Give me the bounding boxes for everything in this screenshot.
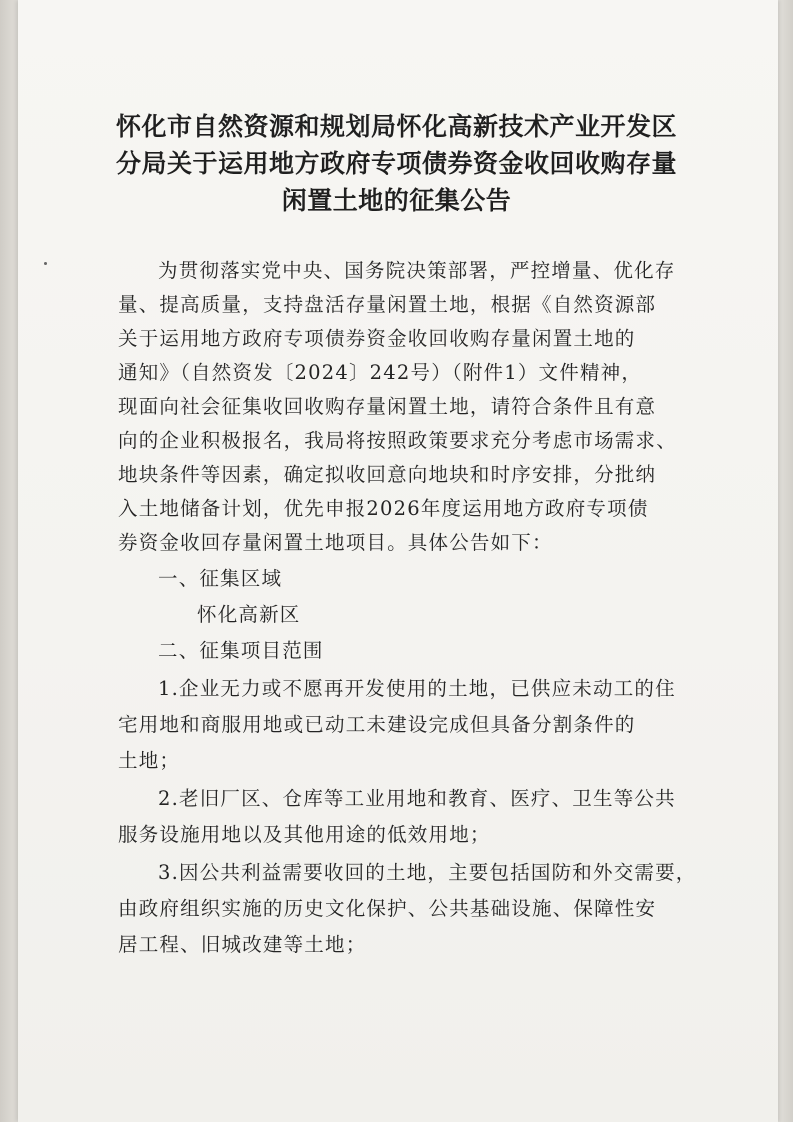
body-line-4: 通知》（自然资发〔2024〕242号）（附件1）文件精神， [118, 361, 643, 384]
section-heading-1: 一、征集区域 [158, 567, 283, 590]
body-line-8: 入土地储备计划，优先申报2026年度运用地方政府专项债 [118, 497, 649, 520]
item-2-line-1: 2.老旧厂区、仓库等工业用地和教育、医疗、卫生等公共 [158, 787, 676, 810]
body-line-7: 地块条件等因素，确定拟收回意向地块和时序安排，分批纳 [118, 463, 657, 486]
item-3-line-2: 由政府组织实施的历史文化保护、公共基础设施、保障性安 [118, 897, 657, 920]
document-title-line-1: 怀化市自然资源和规划局怀化高新技术产业开发区 [115, 112, 677, 141]
body-line-1: 为贯彻落实党中央、国务院决策部署，严控增量、优化存 [158, 259, 676, 282]
item-2-line-2: 服务设施用地以及其他用途的低效用地； [118, 823, 491, 846]
item-1-line-2: 宅用地和商服用地或已动工未建设完成但具备分割条件的 [118, 713, 636, 736]
body-line-5: 现面向社会征集收回收购存量闲置土地，请符合条件且有意 [118, 395, 657, 418]
collection-area: 怀化高新区 [197, 603, 301, 626]
item-1-line-3: 土地； [118, 749, 181, 772]
body-line-9: 券资金收回存量闲置土地项目。具体公告如下： [118, 531, 553, 554]
item-3-line-1: 3.因公共利益需要收回的土地，主要包括国防和外交需要， [158, 861, 697, 884]
scan-speck [44, 262, 47, 265]
body-line-3: 关于运用地方政府专项债券资金收回收购存量闲置土地的 [118, 327, 636, 350]
document-title-line-3: 闲置土地的征集公告 [281, 186, 512, 215]
section-heading-2: 二、征集项目范围 [158, 639, 324, 662]
item-1-line-1: 1.企业无力或不愿再开发使用的土地，已供应未动工的住 [158, 677, 676, 700]
body-line-2: 量、提高质量，支持盘活存量闲置土地，根据《自然资源部 [118, 293, 657, 316]
item-3-line-3: 居工程、旧城改建等土地； [118, 933, 367, 956]
document-title-line-2: 分局关于运用地方政府专项债券资金收回收购存量 [115, 149, 677, 178]
body-line-6: 向的企业积极报名，我局将按照政策要求充分考虑市场需求、 [118, 429, 677, 452]
